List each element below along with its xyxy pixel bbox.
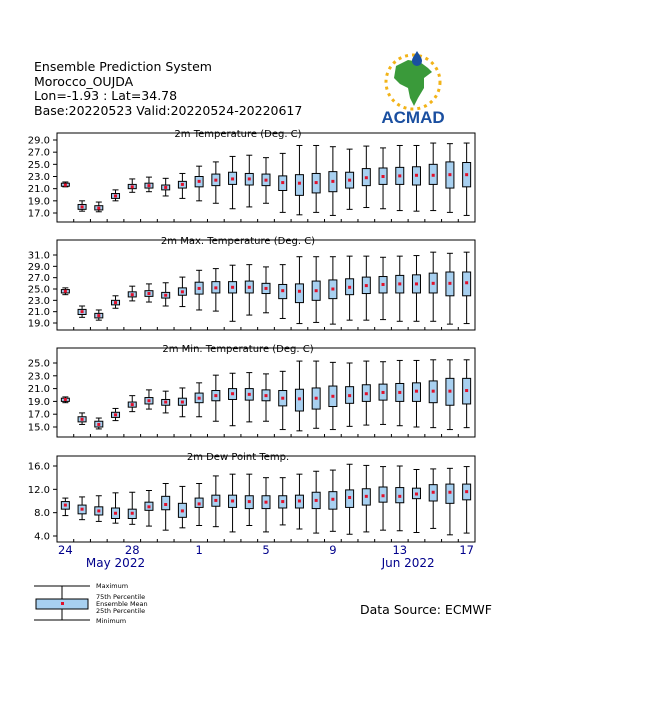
mean-marker (231, 177, 234, 180)
mean-marker (265, 394, 268, 397)
mean-marker (448, 491, 451, 494)
mean-marker (382, 391, 385, 394)
y-tick-label: 4.0 (34, 531, 50, 543)
mean-marker (281, 289, 284, 292)
logo-text: ACMAD (381, 108, 445, 126)
mean-marker (114, 413, 117, 416)
mean-marker (415, 493, 418, 496)
y-tick-label: 16.0 (27, 461, 50, 473)
mean-marker (448, 173, 451, 176)
y-tick-label: 27.0 (27, 273, 50, 285)
mean-marker (315, 181, 318, 184)
mean-marker (131, 293, 134, 296)
y-tick-label: 15.0 (27, 422, 50, 434)
mean-marker (298, 500, 301, 503)
y-tick-label: 19.0 (27, 318, 50, 330)
y-tick-label: 25.0 (27, 358, 50, 370)
mean-marker (281, 500, 284, 503)
mean-marker (147, 292, 150, 295)
box-iqr (295, 284, 303, 303)
y-tick-label: 8.0 (34, 508, 50, 520)
mean-marker (281, 181, 284, 184)
mean-marker (265, 501, 268, 504)
x-tick-label: 1 (195, 543, 203, 557)
mean-marker (432, 491, 435, 494)
mean-marker (181, 401, 184, 404)
panel-title: 2m Max. Temperature (Deg. C) (160, 236, 316, 247)
panel-title: 2m Min. Temperature (Deg. C) (162, 344, 314, 355)
mean-marker (97, 423, 100, 426)
panel-title: 2m Dew Point Temp. (186, 452, 290, 463)
header-dates: Base:20220523 Valid:20220524-20220617 (34, 103, 303, 118)
mean-marker (265, 179, 268, 182)
mean-marker (315, 499, 318, 502)
mean-marker (398, 495, 401, 498)
legend-p75-label: 75th Percentile (96, 593, 146, 601)
mean-marker (298, 397, 301, 400)
mean-marker (398, 174, 401, 177)
data-source-label: Data Source: ECMWF (360, 602, 492, 617)
mean-marker (348, 179, 351, 182)
legend (32, 582, 172, 626)
mean-marker (348, 286, 351, 289)
y-tick-label: 17.0 (27, 208, 50, 220)
mean-marker (465, 281, 468, 284)
mean-marker (114, 194, 117, 197)
legend-mean-label: Ensemble Mean (96, 600, 148, 608)
mean-marker (248, 393, 251, 396)
x-month-label: May 2022 (85, 556, 146, 570)
mean-marker (465, 173, 468, 176)
mean-marker (97, 207, 100, 210)
header-station: Morocco_OUJDA (34, 74, 134, 89)
mean-marker (214, 499, 217, 502)
mean-marker (348, 496, 351, 499)
mean-marker (214, 179, 217, 182)
mean-marker (164, 186, 167, 189)
mean-marker (181, 509, 184, 512)
mean-marker (331, 288, 334, 291)
mean-marker (315, 397, 318, 400)
mean-marker (432, 282, 435, 285)
mean-marker (298, 182, 301, 185)
y-tick-label: 23.0 (27, 371, 50, 383)
mean-marker (164, 401, 167, 404)
mean-marker (298, 290, 301, 293)
mean-marker (81, 310, 84, 313)
mean-marker (432, 390, 435, 393)
mean-marker (465, 389, 468, 392)
y-tick-label: 31.0 (27, 250, 50, 262)
mean-marker (231, 286, 234, 289)
mean-marker (331, 498, 334, 501)
x-tick-label: 28 (124, 543, 140, 557)
mean-marker (365, 392, 368, 395)
mean-marker (131, 403, 134, 406)
legend-max-label: Maximum (96, 582, 129, 590)
x-tick-label: 9 (329, 543, 337, 557)
mean-marker (114, 512, 117, 515)
mean-marker (131, 512, 134, 515)
y-tick-label: 25.0 (27, 159, 50, 171)
mean-marker (331, 180, 334, 183)
mean-marker (147, 184, 150, 187)
mean-marker (114, 301, 117, 304)
mean-marker (64, 290, 67, 293)
mean-marker (231, 500, 234, 503)
mean-marker (64, 398, 67, 401)
mean-marker (81, 418, 84, 421)
mean-marker (432, 174, 435, 177)
mean-marker (281, 397, 284, 400)
x-tick-label: 17 (459, 543, 474, 557)
mean-marker (248, 286, 251, 289)
y-tick-label: 12.0 (27, 484, 50, 496)
box-iqr (295, 175, 303, 196)
mean-marker (97, 509, 100, 512)
mean-marker (97, 314, 100, 317)
mean-marker (415, 282, 418, 285)
mean-marker (231, 392, 234, 395)
legend-mean-marker (61, 602, 64, 605)
mean-marker (365, 284, 368, 287)
mean-marker (365, 495, 368, 498)
mean-marker (198, 397, 201, 400)
mean-marker (214, 286, 217, 289)
y-tick-label: 19.0 (27, 196, 50, 208)
y-tick-label: 29.0 (27, 261, 50, 273)
mean-marker (448, 282, 451, 285)
mean-marker (398, 282, 401, 285)
y-tick-label: 23.0 (27, 295, 50, 307)
mean-marker (64, 504, 67, 507)
y-tick-label: 29.0 (27, 135, 50, 147)
mean-marker (81, 508, 84, 511)
mean-marker (398, 391, 401, 394)
mean-marker (248, 177, 251, 180)
mean-marker (181, 290, 184, 293)
mean-marker (415, 390, 418, 393)
y-tick-label: 27.0 (27, 147, 50, 159)
y-tick-label: 19.0 (27, 396, 50, 408)
x-tick-label: 5 (262, 543, 270, 557)
mean-marker (415, 174, 418, 177)
mean-marker (382, 494, 385, 497)
mean-marker (448, 390, 451, 393)
y-tick-label: 21.0 (27, 384, 50, 396)
mean-marker (164, 503, 167, 506)
mean-marker (131, 185, 134, 188)
header-title: Ensemble Prediction System (34, 59, 212, 74)
x-tick-label: 24 (58, 543, 73, 557)
mean-marker (315, 289, 318, 292)
mean-marker (348, 394, 351, 397)
mean-marker (248, 500, 251, 503)
mean-marker (164, 294, 167, 297)
legend-min-label: Minimum (96, 617, 127, 625)
mean-marker (382, 283, 385, 286)
mean-marker (147, 399, 150, 402)
y-tick-label: 21.0 (27, 307, 50, 319)
y-tick-label: 17.0 (27, 409, 50, 421)
mean-marker (382, 175, 385, 178)
mean-marker (81, 205, 84, 208)
mean-marker (365, 176, 368, 179)
y-tick-label: 25.0 (27, 284, 50, 296)
legend-p25-label: 25th Percentile (96, 607, 146, 615)
mean-marker (214, 394, 217, 397)
mean-marker (181, 183, 184, 186)
mean-marker (64, 184, 67, 187)
mean-marker (265, 287, 268, 290)
panel-title: 2m Temperature (Deg. C) (174, 129, 302, 140)
y-tick-label: 21.0 (27, 184, 50, 196)
x-tick-label: 13 (392, 543, 408, 557)
y-tick-label: 23.0 (27, 172, 50, 183)
x-month-label: Jun 2022 (381, 556, 435, 570)
mean-marker (465, 490, 468, 493)
mean-marker (198, 180, 201, 183)
mean-marker (198, 287, 201, 290)
mean-marker (147, 505, 150, 508)
mean-marker (331, 395, 334, 398)
mean-marker (198, 502, 201, 505)
header-coordinates: Lon=-1.93 : Lat=34.78 (34, 88, 178, 103)
